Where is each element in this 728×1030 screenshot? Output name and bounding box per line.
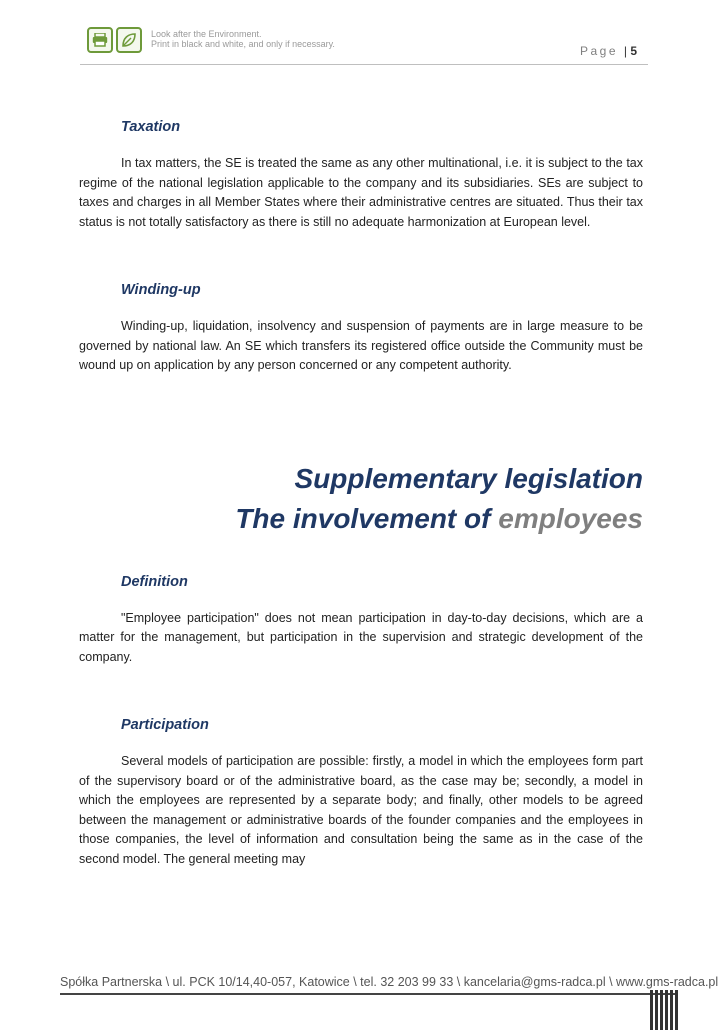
taxation-paragraph: In tax matters, the SE is treated the same as any other multinational, i.e. it is subject to the tax regime of the national legislation applicable to the company and its subsidiaries. SEs are subject to taxes and charges in all Member States where their administrative centres are situated. Thus their tax status is not totally satisfactory as there is still no adequate harmonization at European level. (79, 156, 643, 229)
taxation-heading: Taxation (121, 119, 181, 135)
page-content (79, 118, 643, 869)
header-divider (80, 64, 648, 65)
winding-up-paragraph: Winding-up, liquidation, insolvency and suspension of payments are in large measure to be governed by national law. An SE which transfers its registered office outside the Community must be wound up on application by any person concerned or any competent authority. (79, 319, 643, 372)
page-header (0, 0, 728, 70)
title-line-1: Supplementary legislation (294, 462, 643, 494)
eco-notice (151, 29, 335, 49)
definition-paragraph: "Employee participation" does not mean participation in day-to-day decisions, which are a matter for the management, but participation in the supervision and strategic development of the company. (79, 610, 643, 664)
page-number-value: 5 (630, 44, 638, 58)
page-label: Page (580, 44, 619, 58)
eco-line-2: Print in black and white, and only if necessary. (151, 39, 335, 49)
winding-up-heading: Winding-up (121, 282, 201, 298)
printer-icon (87, 27, 113, 53)
footer-divider (60, 993, 675, 995)
title-line-2 (79, 499, 643, 539)
eco-logo (87, 27, 142, 53)
section-title (79, 459, 643, 539)
page-number: Page | 5 (580, 44, 638, 58)
leaf-icon (116, 27, 142, 53)
title-line-2-main: The involvement of (235, 502, 491, 534)
participation-paragraph: Several models of participation are possible: firstly, a model in which the employees form part of the supervisory board or of the administrative board, as the case may be; secondly, a model in which the employees are represented by a separate body; and finally, other models to be agreed between the management or administrative boards of the founder companies and the employees in those companies, the level of information and consultation being the same as in the case of the second model. The general meeting may (79, 754, 643, 866)
corner-stripes (650, 990, 678, 1030)
definition-heading: Definition (121, 573, 188, 590)
page-footer (60, 975, 719, 997)
participation-heading: Participation (121, 717, 209, 733)
eco-line-1: Look after the Environment. (151, 29, 262, 39)
title-line-2-highlight: employees (498, 502, 643, 534)
footer-contact: Spółka Partnerska \ ul. PCK 10/14,40-057, Katowice \ tel. 32 203 99 33 \ kancelaria@gms-radca.pl \ www.gms-radca.pl (60, 975, 719, 989)
